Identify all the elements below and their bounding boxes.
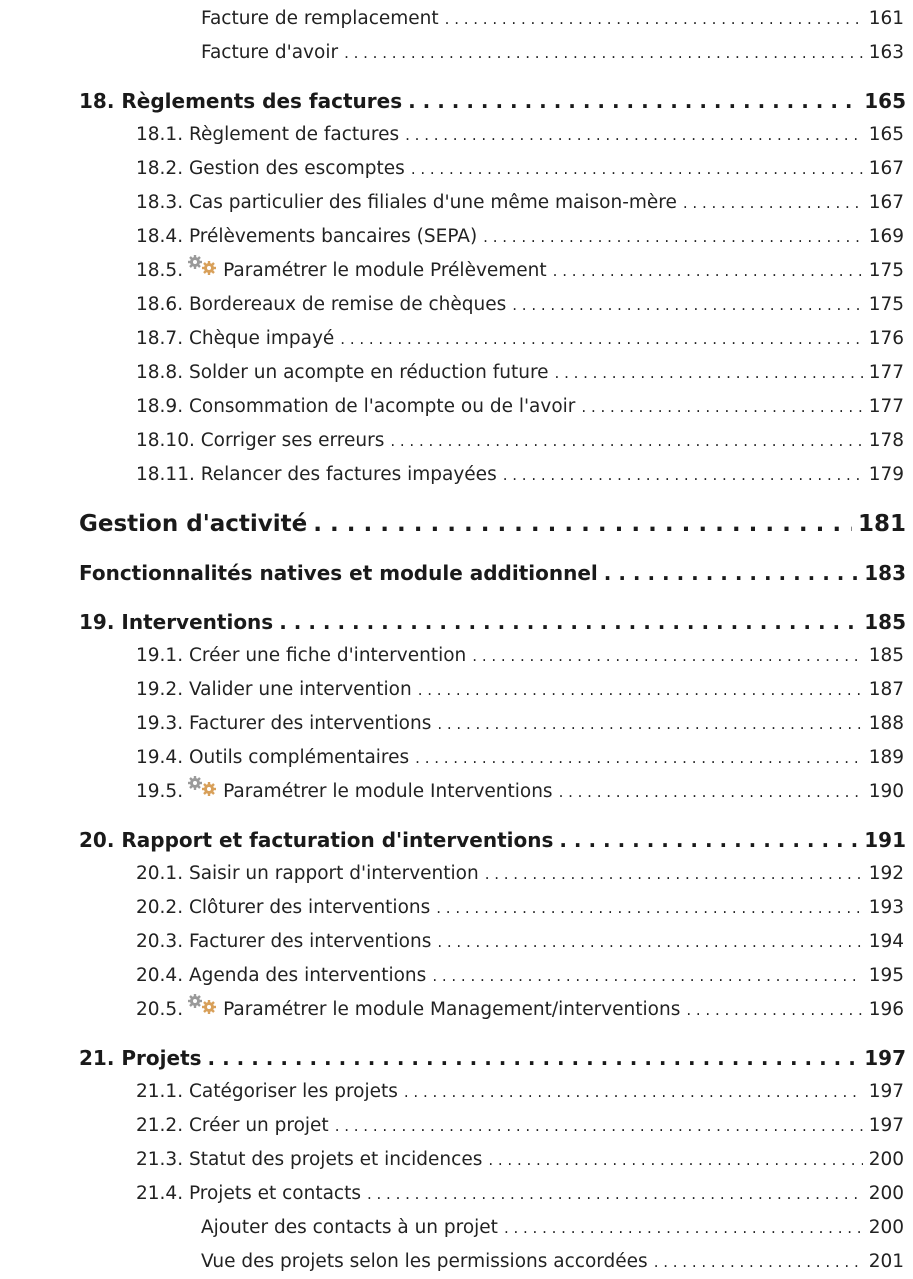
dot-leader <box>512 288 862 322</box>
toc-entry-title: 20.3. Facturer des interventions <box>136 931 432 952</box>
toc-entry[interactable] <box>136 857 904 891</box>
toc-entry[interactable] <box>201 2 904 36</box>
toc-entry[interactable] <box>136 458 904 492</box>
toc-entry[interactable] <box>136 891 904 925</box>
toc-page-number: 183 <box>864 561 906 585</box>
toc-page-number: 161 <box>868 8 904 29</box>
dot-leader <box>404 1075 863 1109</box>
toc-page-number: 201 <box>868 1251 904 1272</box>
dot-leader <box>483 220 863 254</box>
toc-entry[interactable] <box>136 254 904 288</box>
toc-entry[interactable] <box>136 220 904 254</box>
toc-page-number: 177 <box>868 362 904 383</box>
toc-entry[interactable] <box>136 356 904 390</box>
toc-entry-title: 19.3. Facturer des interventions <box>136 713 432 734</box>
toc-page-number: 197 <box>868 1115 904 1136</box>
toc-entry[interactable] <box>136 424 904 458</box>
toc-entry-title: 18.11. Relancer des factures impayées <box>136 464 497 485</box>
toc-entry-title: 19. Interventions <box>79 610 274 634</box>
toc-page-number: 163 <box>868 42 904 63</box>
toc-entry[interactable] <box>136 741 904 775</box>
toc-page-number: 197 <box>864 1046 906 1070</box>
toc-entry-title-rest: Paramétrer le module Management/interventions <box>223 999 681 1020</box>
dot-leader <box>604 556 858 590</box>
dot-leader <box>559 775 863 809</box>
toc-entry[interactable] <box>136 1143 904 1177</box>
dot-leader <box>686 993 862 1027</box>
toc-entry[interactable] <box>136 322 904 356</box>
dot-leader <box>503 458 863 492</box>
toc-entry-title: Facture de remplacement <box>201 8 439 29</box>
toc-page-number: 189 <box>868 747 904 768</box>
toc-entry-title: 20. Rapport et facturation d'interventions <box>79 828 554 852</box>
dot-leader <box>504 1211 863 1245</box>
toc-entry[interactable] <box>136 152 904 186</box>
toc-entry-title: 21. Projets <box>79 1046 202 1070</box>
toc-page-number: 195 <box>868 965 904 986</box>
dot-leader <box>418 673 863 707</box>
dot-leader <box>559 823 858 857</box>
toc-entry[interactable] <box>79 556 906 590</box>
toc-entry[interactable] <box>79 605 906 639</box>
dot-leader <box>654 1245 863 1279</box>
toc-entry[interactable] <box>201 36 904 70</box>
dot-leader <box>340 322 862 356</box>
toc-page-number: 175 <box>868 260 904 281</box>
toc-entry-title: 18.10. Corriger ses erreurs <box>136 430 385 451</box>
toc-entry[interactable] <box>136 673 904 707</box>
toc-entry-title-rest: Paramétrer le module Prélèvement <box>223 260 547 281</box>
toc-entry-title: 21.4. Projets et contacts <box>136 1183 361 1204</box>
toc-entry-title: 18.3. Cas particulier des filiales d'une même maison-mère <box>136 192 677 213</box>
toc-entry-title: 19.2. Valider une intervention <box>136 679 412 700</box>
toc-entry-title: 21.2. Créer un projet <box>136 1115 329 1136</box>
toc-entry-title: 19.1. Créer une fiche d'intervention <box>136 645 467 666</box>
toc-entry[interactable] <box>136 1177 904 1211</box>
toc-entry-title: 18.1. Règlement de factures <box>136 124 400 145</box>
dot-leader <box>472 639 862 673</box>
toc-page-number: 191 <box>864 828 906 852</box>
dot-leader <box>555 356 863 390</box>
toc-entry-title: 18. Règlements des factures <box>79 89 403 113</box>
toc-page-number: 177 <box>868 396 904 417</box>
dot-leader <box>437 707 862 741</box>
toc-page-number: 165 <box>864 89 906 113</box>
dot-leader <box>445 2 863 36</box>
toc-entry-title: 18.7. Chèque impayé <box>136 328 335 349</box>
toc-entry-title: 19.4. Outils complémentaires <box>136 747 410 768</box>
toc-page-number: 200 <box>868 1183 904 1204</box>
toc-entry[interactable] <box>136 118 904 152</box>
toc-page-number: 185 <box>864 610 906 634</box>
toc-entry-title: Vue des projets selon les permissions accordées <box>201 1251 648 1272</box>
toc-entry-title: 19.5. <box>136 781 184 802</box>
toc-entry-title: 18.5. <box>136 260 184 281</box>
dot-leader <box>437 925 862 959</box>
toc-page-number: 193 <box>868 897 904 918</box>
toc-page-number: 192 <box>868 863 904 884</box>
toc-entry-title: 18.8. Solder un acompte en réduction future <box>136 362 549 383</box>
toc-entry-title: 18.6. Bordereaux de remise de chèques <box>136 294 507 315</box>
toc-entry[interactable] <box>201 1245 904 1279</box>
toc-page-number: 178 <box>868 430 904 451</box>
toc-page-number: 176 <box>868 328 904 349</box>
dot-leader <box>581 390 862 424</box>
dot-leader <box>432 959 862 993</box>
gears-icon <box>185 775 219 809</box>
toc-page-number: 185 <box>868 645 904 666</box>
toc-entry-title: Ajouter des contacts à un projet <box>201 1217 498 1238</box>
dot-leader <box>415 741 863 775</box>
toc-entry-title: 18.2. Gestion des escomptes <box>136 158 405 179</box>
toc-entry-title-rest: Paramétrer le module Interventions <box>223 781 553 802</box>
toc-entry[interactable] <box>136 993 904 1027</box>
dot-leader <box>279 605 858 639</box>
toc-entry[interactable] <box>136 288 904 322</box>
toc-page-number: 181 <box>857 511 906 537</box>
dot-leader <box>553 254 863 288</box>
toc-entry[interactable] <box>136 959 904 993</box>
toc-entry[interactable] <box>79 1041 906 1075</box>
dot-leader <box>436 891 862 925</box>
toc-page-number: 200 <box>868 1217 904 1238</box>
dot-leader <box>335 1109 863 1143</box>
toc-entry[interactable] <box>136 639 904 673</box>
gears-icon <box>185 254 219 288</box>
dot-leader <box>405 118 863 152</box>
dot-leader <box>488 1143 862 1177</box>
toc-entry-title: Fonctionnalités natives et module additionnel <box>79 561 598 585</box>
dot-leader <box>683 186 863 220</box>
toc-page-number: 190 <box>868 781 904 802</box>
toc-entry[interactable] <box>136 1109 904 1143</box>
toc-page-number: 169 <box>868 226 904 247</box>
toc-entry-title: Gestion d'activité <box>79 511 308 537</box>
toc-entry-title: 18.9. Consommation de l'acompte ou de l'avoir <box>136 396 576 417</box>
toc-entry[interactable] <box>136 775 904 809</box>
toc-page-number: 196 <box>868 999 904 1020</box>
toc-page-number: 197 <box>868 1081 904 1102</box>
toc-entry-title: 20.4. Agenda des interventions <box>136 965 427 986</box>
toc-page-number: 200 <box>868 1149 904 1170</box>
dot-leader <box>313 507 852 541</box>
dot-leader <box>408 84 858 118</box>
gears-icon <box>185 993 219 1027</box>
toc-entry-title: 21.3. Statut des projets et incidences <box>136 1149 483 1170</box>
toc-entry[interactable] <box>79 507 906 541</box>
toc-entry-title: 18.4. Prélèvements bancaires (SEPA) <box>136 226 478 247</box>
toc-page-number: 167 <box>868 192 904 213</box>
toc-page-number: 187 <box>868 679 904 700</box>
dot-leader <box>367 1177 863 1211</box>
dot-leader <box>411 152 863 186</box>
toc-page-number: 188 <box>868 713 904 734</box>
toc-entry-title: 20.2. Clôturer des interventions <box>136 897 431 918</box>
toc-entry[interactable] <box>79 823 906 857</box>
toc-page-number: 194 <box>868 931 904 952</box>
toc-page-number: 167 <box>868 158 904 179</box>
toc-entry-title: 20.1. Saisir un rapport d'intervention <box>136 863 479 884</box>
toc-entry-title: 20.5. <box>136 999 184 1020</box>
toc-page-number: 165 <box>868 124 904 145</box>
toc-entry-title: Facture d'avoir <box>201 42 339 63</box>
toc-entry[interactable] <box>136 707 904 741</box>
toc-entry[interactable] <box>136 390 904 424</box>
dot-leader <box>344 36 863 70</box>
dot-leader <box>208 1041 859 1075</box>
toc-entry-title: 21.1. Catégoriser les projets <box>136 1081 398 1102</box>
toc-entry[interactable] <box>201 1211 904 1245</box>
toc-page-number: 179 <box>868 464 904 485</box>
toc-entry[interactable] <box>136 925 904 959</box>
toc-page-number: 175 <box>868 294 904 315</box>
toc-entry[interactable] <box>136 1075 904 1109</box>
dot-leader <box>485 857 863 891</box>
toc-entry[interactable] <box>79 84 906 118</box>
toc-entry[interactable] <box>136 186 904 220</box>
dot-leader <box>390 424 862 458</box>
